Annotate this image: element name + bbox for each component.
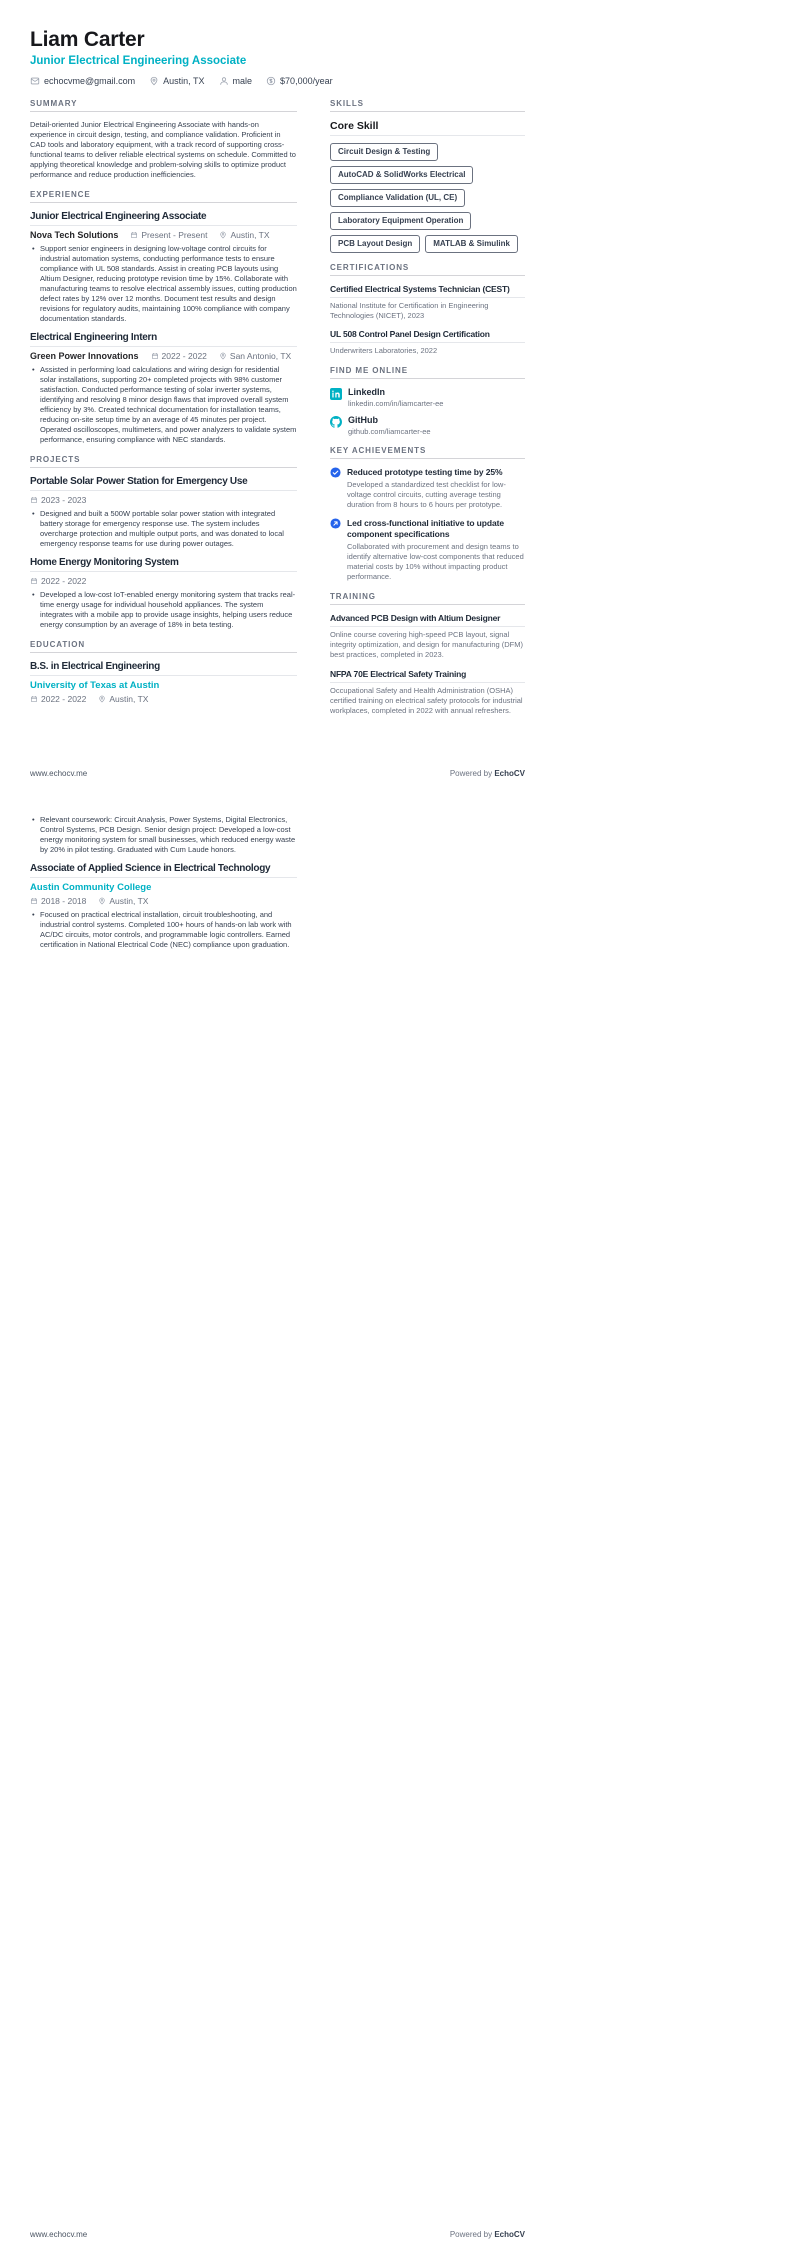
job-bullets xyxy=(30,365,297,445)
salary-icon xyxy=(266,76,276,86)
achievement-title: Led cross-functional initiative to update component specifications xyxy=(347,518,504,539)
job-bullets xyxy=(30,244,297,324)
degree-title: Associate of Applied Science in Electrical Technology xyxy=(30,863,297,878)
powered-by[interactable]: Powered by EchoCV xyxy=(449,769,525,778)
achievement-check-icon xyxy=(330,467,341,510)
summary-text: Detail-oriented Junior Electrical Engineering Associate with hands-on experience in circuit design, testing, and compliance validation. Proficient in CAD tools and laboratory equipment, with a track record of supporting cross-functional teams to deliver reliable electrical systems on schedule. Committed to applying theoretical knowledge and problem-solving skills to optimize product performance and reduce production inefficiencies. xyxy=(30,120,296,179)
job-meta xyxy=(30,230,297,240)
online-url[interactable]: linkedin.com/in/liamcarter-ee xyxy=(348,399,444,408)
education-location: Austin, TX xyxy=(98,896,148,906)
education-section xyxy=(30,640,297,704)
project-meta xyxy=(30,495,297,505)
skill-pill: AutoCAD & SolidWorks Electrical xyxy=(330,166,473,184)
projects-heading: PROJECTS xyxy=(30,455,297,468)
training-title: Advanced PCB Design with Altium Designer xyxy=(330,613,525,627)
achievement-text xyxy=(347,518,525,582)
github-icon xyxy=(330,416,342,436)
bullet-item: • Focused on practical electrical installation, circuit troubleshooting, and industrial control systems. Completed 100+ hours of hands-on lab work with AC/DC circuits, motor controls, and programmable logic controllers. Earned certification in National Electrical Code (NEC) compliance upon graduation. xyxy=(30,910,297,950)
company-name: Green Power Innovations xyxy=(30,351,139,361)
training-title: NFPA 70E Electrical Safety Training xyxy=(330,669,525,683)
footer-brand: EchoCV xyxy=(494,2230,525,2239)
experience-entry xyxy=(30,211,297,324)
training-heading: TRAINING xyxy=(330,592,525,605)
training-section xyxy=(330,592,525,716)
company-name: Nova Tech Solutions xyxy=(30,230,119,240)
project-title: Home Energy Monitoring System xyxy=(30,557,297,572)
calendar-icon xyxy=(130,231,138,239)
experience-section xyxy=(30,190,297,445)
training-entry xyxy=(330,613,525,660)
bullet-item: • Developed a low-cost IoT-enabled energy monitoring system that tracks real-time energy usage for individual household appliances. The system integrates with a mobile app to provide usage insights, helping users reduce energy consumption by an average of 18% in beta testing. xyxy=(30,590,297,630)
contact-row xyxy=(30,76,525,86)
left-column xyxy=(30,815,297,950)
achievement-entry xyxy=(330,467,525,510)
education-entry xyxy=(30,661,297,704)
contact-gender: male xyxy=(219,76,253,86)
find-me-online-section xyxy=(330,366,525,436)
skills-section xyxy=(330,99,525,253)
skill-pill: MATLAB & Simulink xyxy=(425,235,518,253)
achievement-description: Collaborated with procurement and design teams to identify alternative low-cost components that reduced material costs by 10% without impacting product performance. xyxy=(347,542,524,581)
summary-heading: SUMMARY xyxy=(30,99,297,112)
contact-email[interactable]: echocvme@gmail.com xyxy=(30,76,135,86)
education-meta xyxy=(30,896,297,906)
experience-heading: EXPERIENCE xyxy=(30,190,297,203)
certification-issuer: Underwriters Laboratories, 2022 xyxy=(330,346,438,355)
location-pin-icon xyxy=(149,76,159,86)
job-dates: Present - Present xyxy=(130,230,207,240)
calendar-icon xyxy=(30,577,38,585)
summary-section xyxy=(30,99,297,180)
certification-entry xyxy=(330,329,525,356)
job-location: San Antonio, TX xyxy=(219,351,291,361)
achievement-text xyxy=(347,467,525,510)
education-bullets xyxy=(30,910,297,950)
github-link[interactable] xyxy=(330,415,525,436)
key-achievements-section xyxy=(330,446,525,582)
right-column xyxy=(330,99,525,726)
location-pin-icon xyxy=(98,695,106,703)
calendar-icon xyxy=(30,496,38,504)
contact-salary: $70,000/year xyxy=(266,76,333,86)
certifications-heading: CERTIFICATIONS xyxy=(330,263,525,276)
page-footer xyxy=(30,769,525,778)
bullet-item: • Assisted in performing load calculations and wiring design for residential solar installations, supporting 20+ completed projects with 98% customer satisfaction. Conducted performance testing of solar inverter systems, identifying and resolving 8 minor design flaws that improved overall system efficiency by 3%. Created technical documentation for installation teams, reducing on-site setup time by an average of 45 minutes per project. Operated oscilloscopes, multimeters, and power analyzers to validate system performance, ensuring compliance with NEC standards. xyxy=(30,365,297,445)
online-text xyxy=(348,387,443,408)
skill-pills xyxy=(330,143,525,253)
degree-title: B.S. in Electrical Engineering xyxy=(30,661,297,676)
location-pin-icon xyxy=(219,352,227,360)
linkedin-icon xyxy=(330,388,342,408)
job-title: Electrical Engineering Intern xyxy=(30,332,297,347)
email-icon xyxy=(30,76,40,86)
projects-section xyxy=(30,455,297,630)
skills-heading: SKILLS xyxy=(330,99,525,112)
certification-title: Certified Electrical Systems Technician (CEST) xyxy=(330,284,525,298)
achievement-entry xyxy=(330,518,525,582)
education-heading: EDUCATION xyxy=(30,640,297,653)
job-location: Austin, TX xyxy=(219,230,269,240)
school-name: Austin Community College xyxy=(30,882,152,893)
education-dates: 2022 - 2022 xyxy=(30,694,86,704)
certification-title: UL 508 Control Panel Design Certification xyxy=(330,329,525,343)
project-bullets xyxy=(30,590,297,630)
achievement-arrow-icon xyxy=(330,518,341,582)
experience-entry xyxy=(30,332,297,445)
footer-site-link[interactable]: www.echocv.me xyxy=(30,769,88,778)
skill-group-title: Core Skill xyxy=(330,120,525,136)
project-title: Portable Solar Power Station for Emergency Use xyxy=(30,476,297,491)
calendar-icon xyxy=(30,695,38,703)
skill-pill: Laboratory Equipment Operation xyxy=(330,212,471,230)
project-dates: 2022 - 2022 xyxy=(30,576,86,586)
skill-pill: PCB Layout Design xyxy=(330,235,420,253)
calendar-icon xyxy=(30,897,38,905)
left-column xyxy=(30,99,297,726)
resume-header xyxy=(30,28,525,86)
person-icon xyxy=(219,76,229,86)
achievement-title: Reduced prototype testing time by 25% xyxy=(347,467,503,477)
resume-columns xyxy=(30,99,525,726)
location-pin-icon xyxy=(98,897,106,905)
project-bullets xyxy=(30,509,297,549)
powered-by[interactable]: Powered by EchoCV xyxy=(449,2230,525,2239)
bullet-item: • Support senior engineers in designing low-voltage control circuits for industrial automation systems, conducting performance tests to ensure compliance with UL 508 standards. Assist in creating PCB layouts using Altium Designer, reducing prototype revision time by 15%. Collaborate with manufacturing teams to resolve electrical assembly issues, cutting production defect rates by 12% over 12 months. Document test results and design revisions for regulatory audits, maintaining 100% compliance with company documentation standards. xyxy=(30,244,297,324)
job-dates: 2022 - 2022 xyxy=(151,351,207,361)
footer-brand: EchoCV xyxy=(494,769,525,778)
certification-issuer: National Institute for Certification in Engineering Technologies (NICET), 2023 xyxy=(330,301,489,320)
online-text xyxy=(348,415,431,436)
education-meta xyxy=(30,694,297,704)
location-pin-icon xyxy=(219,231,227,239)
education-bullets xyxy=(30,815,297,855)
training-entry xyxy=(330,669,525,716)
education-dates: 2018 - 2018 xyxy=(30,896,86,906)
calendar-icon xyxy=(151,352,159,360)
online-network: GitHub xyxy=(348,415,378,425)
project-entry xyxy=(30,557,297,630)
person-name: Liam Carter xyxy=(30,28,145,51)
resume-page-1 xyxy=(0,0,555,785)
certification-entry xyxy=(330,284,525,321)
project-meta xyxy=(30,576,297,586)
job-title: Junior Electrical Engineering Associate xyxy=(30,211,297,226)
school-name: University of Texas at Austin xyxy=(30,680,160,691)
job-meta xyxy=(30,351,297,361)
skill-pill: Compliance Validation (UL, CE) xyxy=(330,189,465,207)
education-location: Austin, TX xyxy=(98,694,148,704)
training-description: Online course covering high-speed PCB layout, signal integrity optimization, and design for manufacturing (DFM) best practices, completed in 2023. xyxy=(330,630,524,659)
certifications-section xyxy=(330,263,525,356)
skill-pill: Circuit Design & Testing xyxy=(330,143,438,161)
project-entry xyxy=(30,476,297,549)
achievement-description: Developed a standardized test checklist for low-voltage control circuits, cutting average testing duration from 8 hours to 6 hours per prototype. xyxy=(347,480,506,509)
page-footer xyxy=(30,2230,525,2239)
bullet-item: • Designed and built a 500W portable solar power station with integrated battery storage for emergency response use. The system includes overcharge protection and multiple output ports, and was donated to local emergency response teams for use during power outages. xyxy=(30,509,297,549)
key-achievements-heading: KEY ACHIEVEMENTS xyxy=(330,446,525,459)
person-job-title: Junior Electrical Engineering Associate xyxy=(30,55,247,67)
bullet-item: • Relevant coursework: Circuit Analysis, Power Systems, Digital Electronics, Control Systems, PCB Design. Senior design project: Developed a low-cost energy monitoring system for small businesses, which reduced energy waste by 20% in pilot testing. Graduated with Cum Laude honors. xyxy=(30,815,297,855)
online-network: LinkedIn xyxy=(348,387,386,397)
training-description: Occupational Safety and Health Administration (OSHA) certified training on electrical safety protocols for industrial workplaces, completed in 2022 with annual refreshers. xyxy=(330,686,523,715)
education-entry xyxy=(30,863,297,950)
contact-location: Austin, TX xyxy=(149,76,204,86)
footer-site-link[interactable]: www.echocv.me xyxy=(30,2230,88,2239)
project-dates: 2023 - 2023 xyxy=(30,495,86,505)
online-url[interactable]: github.com/liamcarter-ee xyxy=(348,427,431,436)
resume-page-2 xyxy=(0,785,555,2246)
find-me-online-heading: FIND ME ONLINE xyxy=(330,366,525,379)
linkedin-link[interactable] xyxy=(330,387,525,408)
